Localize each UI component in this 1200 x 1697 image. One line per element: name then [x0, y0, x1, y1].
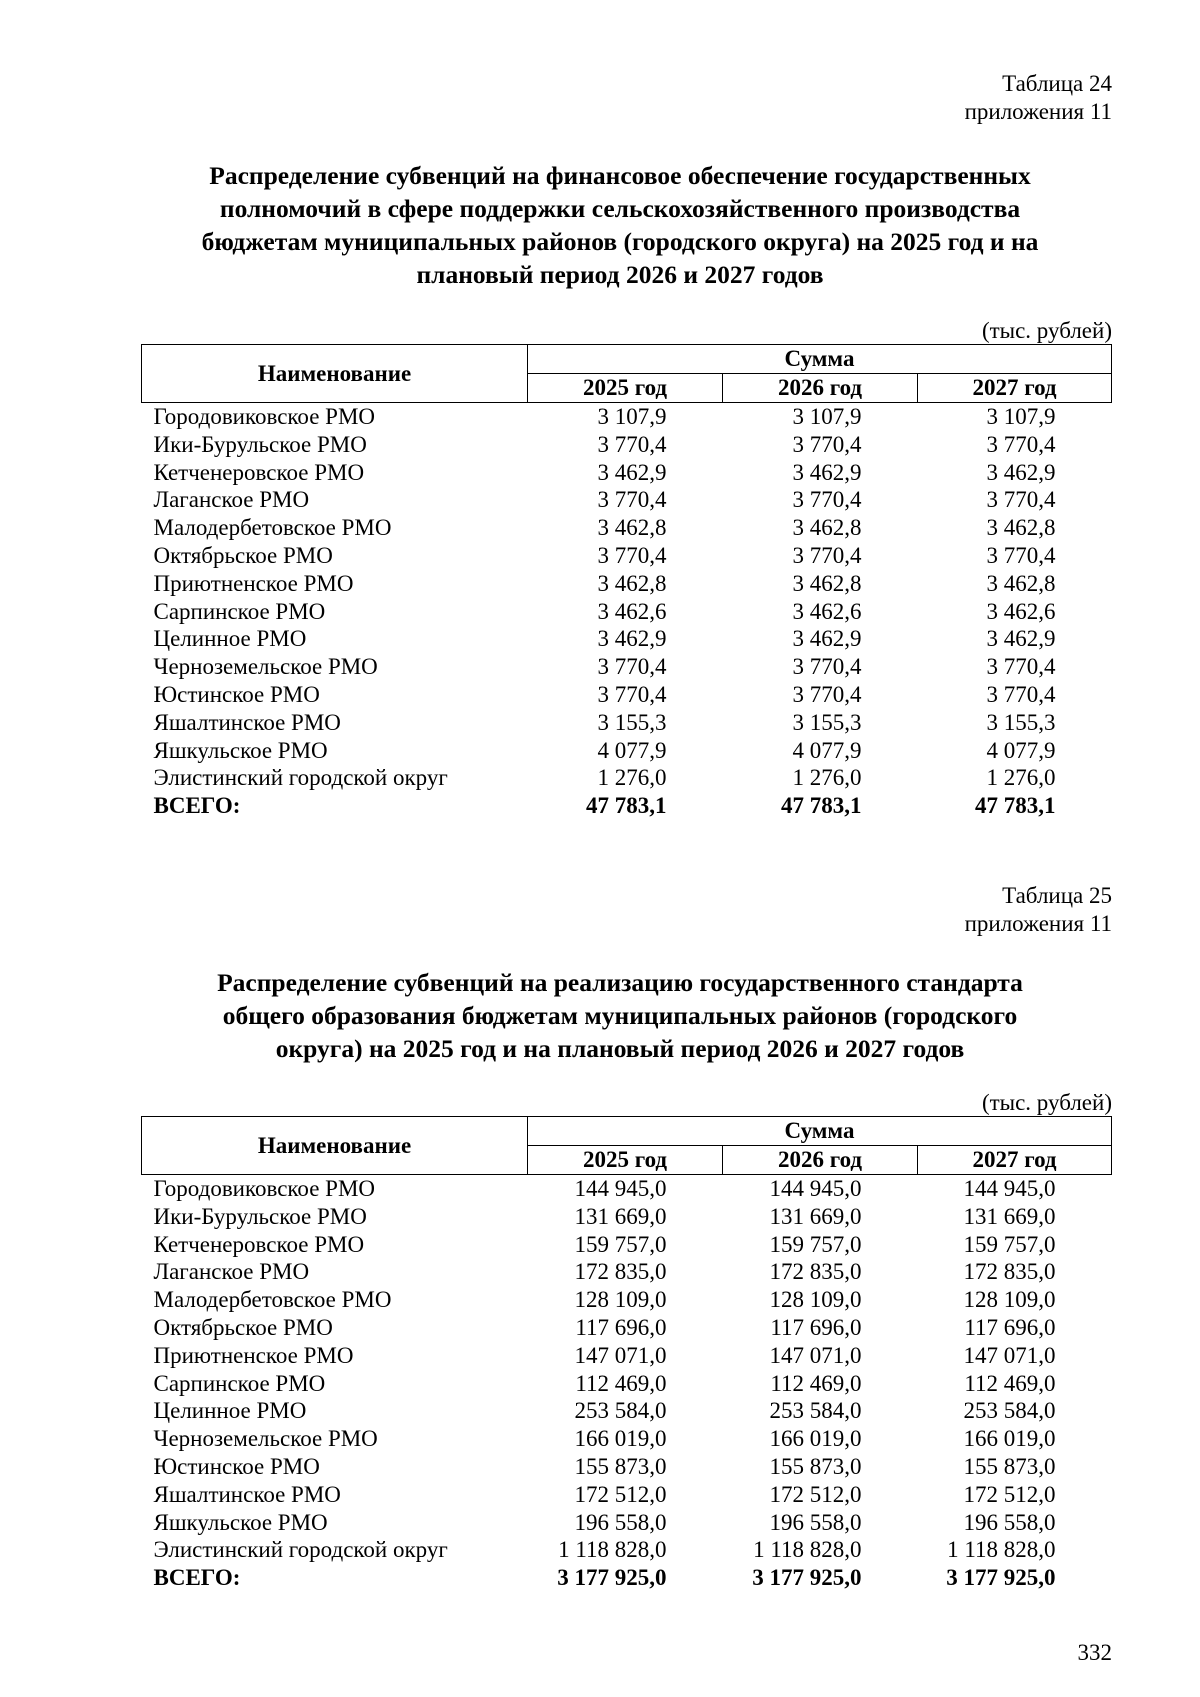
row-name: Ики-Бурульское РМО	[153, 1203, 367, 1229]
title-line: округа) на 2025 год и на плановый период 2026 и 2027 годов	[275, 1034, 965, 1063]
table-reference	[965, 70, 1112, 126]
total-value: 3 177 925,0	[946, 1565, 1056, 1591]
row-value: 3 770,4	[792, 542, 862, 568]
row-value: 3 462,9	[597, 459, 667, 485]
row-value: 144 945,0	[574, 1176, 667, 1201]
table-row	[142, 1175, 1112, 1203]
table-row	[142, 1203, 1112, 1231]
row-value: 147 071,0	[574, 1342, 667, 1368]
table-row	[142, 737, 1112, 765]
table-body	[142, 1175, 1112, 1592]
row-value: 3 462,8	[986, 570, 1056, 596]
table-row	[142, 709, 1112, 737]
table-title	[140, 159, 1100, 291]
appendix-reference: приложения 11	[964, 99, 1112, 124]
table-row	[142, 1453, 1112, 1481]
table-row	[142, 542, 1112, 570]
row-value: 3 462,8	[792, 570, 862, 596]
title-line: Распределение субвенций на реализацию государственного стандарта	[217, 968, 1023, 997]
units-label: (тыс. рублей)	[981, 318, 1112, 343]
title-line: бюджетам муниципальных районов (городского округа) на 2025 год и на	[201, 227, 1039, 256]
row-value: 155 873,0	[574, 1453, 667, 1479]
title-line: общего образования бюджетам муниципальных районов (городского	[222, 1001, 1018, 1030]
row-value: 3 462,9	[986, 459, 1056, 485]
row-value: 253 584,0	[963, 1398, 1056, 1424]
row-value: 3 462,9	[986, 626, 1056, 652]
row-value: 172 835,0	[963, 1259, 1056, 1285]
row-name: Приютненское РМО	[153, 1342, 354, 1368]
row-name: Элистинский городской округ	[153, 765, 448, 791]
table-number: Таблица 25	[1002, 883, 1112, 908]
row-value: 3 462,8	[986, 515, 1056, 541]
row-value: 172 512,0	[574, 1481, 667, 1507]
table-row	[142, 403, 1112, 431]
row-value: 3 770,4	[986, 431, 1056, 457]
row-name: Ики-Бурульское РМО	[153, 431, 367, 457]
row-value: 147 071,0	[769, 1342, 862, 1368]
row-name: Октябрьское РМО	[153, 1314, 333, 1340]
row-value: 117 696,0	[964, 1314, 1056, 1340]
row-value: 3 462,9	[597, 626, 667, 652]
table-row	[142, 764, 1112, 792]
row-name: Юстинское РМО	[153, 1453, 320, 1479]
total-value: 3 177 925,0	[752, 1565, 862, 1591]
row-value: 3 770,4	[597, 654, 667, 680]
row-value: 3 770,4	[986, 542, 1056, 568]
row-name: Малодербетовское РМО	[153, 515, 392, 541]
row-value: 196 558,0	[963, 1509, 1056, 1535]
row-value: 3 462,8	[792, 515, 862, 541]
row-value: 3 770,4	[792, 431, 862, 457]
row-name: Яшкульское РМО	[153, 737, 328, 763]
row-value: 1 118 828,0	[753, 1537, 862, 1563]
row-value: 155 873,0	[769, 1453, 862, 1479]
row-name: Октябрьское РМО	[153, 542, 333, 568]
page-number: 332	[1077, 1640, 1112, 1665]
row-name: Сарпинское РМО	[153, 1370, 326, 1396]
row-name: Яшкульское РМО	[153, 1509, 328, 1535]
row-value: 147 071,0	[963, 1342, 1056, 1368]
row-value: 3 155,3	[986, 709, 1056, 735]
table-number: Таблица 24	[1002, 71, 1112, 96]
row-value: 128 109,0	[963, 1287, 1056, 1313]
row-value: 166 019,0	[769, 1426, 862, 1452]
title-line: плановый период 2026 и 2027 годов	[416, 260, 824, 289]
row-name: Черноземельское РМО	[153, 1426, 378, 1452]
row-value: 128 109,0	[769, 1287, 862, 1313]
row-name: Черноземельское РМО	[153, 654, 378, 680]
row-value: 3 155,3	[597, 709, 667, 735]
row-value: 3 770,4	[597, 681, 667, 707]
table-title	[140, 966, 1100, 1065]
total-value: 47 783,1	[975, 793, 1056, 819]
column-header-name: Наименование	[142, 1117, 528, 1175]
row-name: Малодербетовское РМО	[153, 1287, 392, 1313]
table-row	[142, 625, 1112, 653]
row-value: 172 835,0	[769, 1259, 862, 1285]
row-value: 112 469,0	[575, 1370, 667, 1396]
row-value: 3 107,9	[792, 404, 862, 429]
row-value: 4 077,9	[597, 737, 667, 763]
row-value: 3 770,4	[792, 487, 862, 513]
row-value: 112 469,0	[770, 1370, 862, 1396]
appendix-reference: приложения 11	[964, 911, 1112, 936]
column-header-year: 2026 год	[723, 1146, 918, 1175]
total-value: 47 783,1	[781, 793, 862, 819]
row-value: 3 770,4	[792, 681, 862, 707]
row-name: Лаганское РМО	[153, 487, 310, 513]
row-name: Кетченеровское РМО	[153, 1231, 365, 1257]
table-row	[142, 1314, 1112, 1342]
total-value: 3 177 925,0	[557, 1565, 667, 1591]
row-value: 3 462,9	[792, 626, 862, 652]
row-value: 3 462,8	[597, 515, 667, 541]
table-row	[142, 1342, 1112, 1370]
row-name: Приютненское РМО	[153, 570, 354, 596]
row-value: 4 077,9	[792, 737, 862, 763]
table-row	[142, 1425, 1112, 1453]
row-value: 253 584,0	[574, 1398, 667, 1424]
row-value: 3 462,6	[986, 598, 1056, 624]
row-value: 1 276,0	[986, 765, 1056, 791]
table-row	[142, 653, 1112, 681]
row-value: 144 945,0	[963, 1176, 1056, 1201]
table-row	[142, 486, 1112, 514]
row-value: 144 945,0	[769, 1176, 862, 1201]
row-value: 117 696,0	[770, 1314, 862, 1340]
budget-table	[141, 344, 1112, 820]
row-value: 131 669,0	[769, 1203, 862, 1229]
table-row	[142, 514, 1112, 542]
row-value: 172 512,0	[769, 1481, 862, 1507]
row-value: 3 770,4	[597, 431, 667, 457]
row-value: 3 770,4	[597, 542, 667, 568]
column-header-sum: Сумма	[528, 345, 1112, 374]
row-value: 172 512,0	[963, 1481, 1056, 1507]
table-row	[142, 431, 1112, 459]
row-value: 1 118 828,0	[558, 1537, 667, 1563]
row-value: 117 696,0	[575, 1314, 667, 1340]
row-value: 3 770,4	[792, 654, 862, 680]
row-value: 3 107,9	[986, 404, 1056, 429]
row-value: 3 770,4	[986, 654, 1056, 680]
total-row	[142, 792, 1112, 820]
total-label: ВСЕГО:	[153, 1565, 241, 1591]
row-value: 3 155,3	[792, 709, 862, 735]
row-value: 1 118 828,0	[947, 1537, 1056, 1563]
row-name: Городовиковское РМО	[153, 404, 376, 429]
column-header-year: 2026 год	[723, 374, 918, 403]
row-value: 3 770,4	[986, 681, 1056, 707]
row-value: 1 276,0	[597, 765, 667, 791]
table-row	[142, 1231, 1112, 1259]
table-row	[142, 1509, 1112, 1537]
row-value: 112 469,0	[964, 1370, 1056, 1396]
row-name: Лаганское РМО	[153, 1259, 310, 1285]
row-value: 196 558,0	[769, 1509, 862, 1535]
table-row	[142, 598, 1112, 626]
title-line: полномочий в сфере поддержки сельскохозяйственного производства	[219, 194, 1021, 223]
row-value: 3 770,4	[597, 487, 667, 513]
column-header-sum: Сумма	[528, 1117, 1112, 1146]
row-value: 3 462,9	[792, 459, 862, 485]
row-name: Юстинское РМО	[153, 681, 320, 707]
row-value: 1 276,0	[792, 765, 862, 791]
row-name: Элистинский городской округ	[153, 1537, 448, 1563]
table-row	[142, 1370, 1112, 1398]
table-row	[142, 570, 1112, 598]
table-row	[142, 1258, 1112, 1286]
row-name: Яшалтинское РМО	[153, 1481, 341, 1507]
table-body	[142, 403, 1112, 820]
budget-table	[141, 1116, 1112, 1592]
column-header-year: 2027 год	[918, 1146, 1112, 1175]
row-value: 159 757,0	[574, 1231, 667, 1257]
row-value: 159 757,0	[963, 1231, 1056, 1257]
column-header-year: 2027 год	[918, 374, 1112, 403]
row-value: 196 558,0	[574, 1509, 667, 1535]
row-value: 3 462,6	[597, 598, 667, 624]
row-name: Целинное РМО	[153, 626, 307, 652]
table-row	[142, 1481, 1112, 1509]
row-value: 166 019,0	[963, 1426, 1056, 1452]
table-row	[142, 1286, 1112, 1314]
row-value: 131 669,0	[574, 1203, 667, 1229]
row-value: 3 462,6	[792, 598, 862, 624]
row-value: 3 462,8	[597, 570, 667, 596]
row-value: 3 770,4	[986, 487, 1056, 513]
table-row	[142, 1536, 1112, 1564]
row-value: 4 077,9	[986, 737, 1056, 763]
total-label: ВСЕГО:	[153, 793, 241, 819]
column-header-year: 2025 год	[528, 1146, 723, 1175]
total-row	[142, 1564, 1112, 1592]
table-row	[142, 459, 1112, 487]
row-value: 155 873,0	[963, 1453, 1056, 1479]
column-header-name: Наименование	[142, 345, 528, 403]
row-name: Городовиковское РМО	[153, 1176, 376, 1201]
row-value: 3 107,9	[597, 404, 667, 429]
row-name: Целинное РМО	[153, 1398, 307, 1424]
column-header-year: 2025 год	[528, 374, 723, 403]
row-name: Кетченеровское РМО	[153, 459, 365, 485]
row-name: Яшалтинское РМО	[153, 709, 341, 735]
row-value: 253 584,0	[769, 1398, 862, 1424]
row-value: 166 019,0	[574, 1426, 667, 1452]
row-value: 172 835,0	[574, 1259, 667, 1285]
units-label: (тыс. рублей)	[981, 1090, 1112, 1115]
title-line: Распределение субвенций на финансовое обеспечение государственных	[209, 161, 1031, 190]
table-reference	[965, 882, 1112, 938]
table-row	[142, 1397, 1112, 1425]
row-name: Сарпинское РМО	[153, 598, 326, 624]
row-value: 128 109,0	[574, 1287, 667, 1313]
row-value: 159 757,0	[769, 1231, 862, 1257]
table-row	[142, 681, 1112, 709]
total-value: 47 783,1	[586, 793, 667, 819]
row-value: 131 669,0	[963, 1203, 1056, 1229]
